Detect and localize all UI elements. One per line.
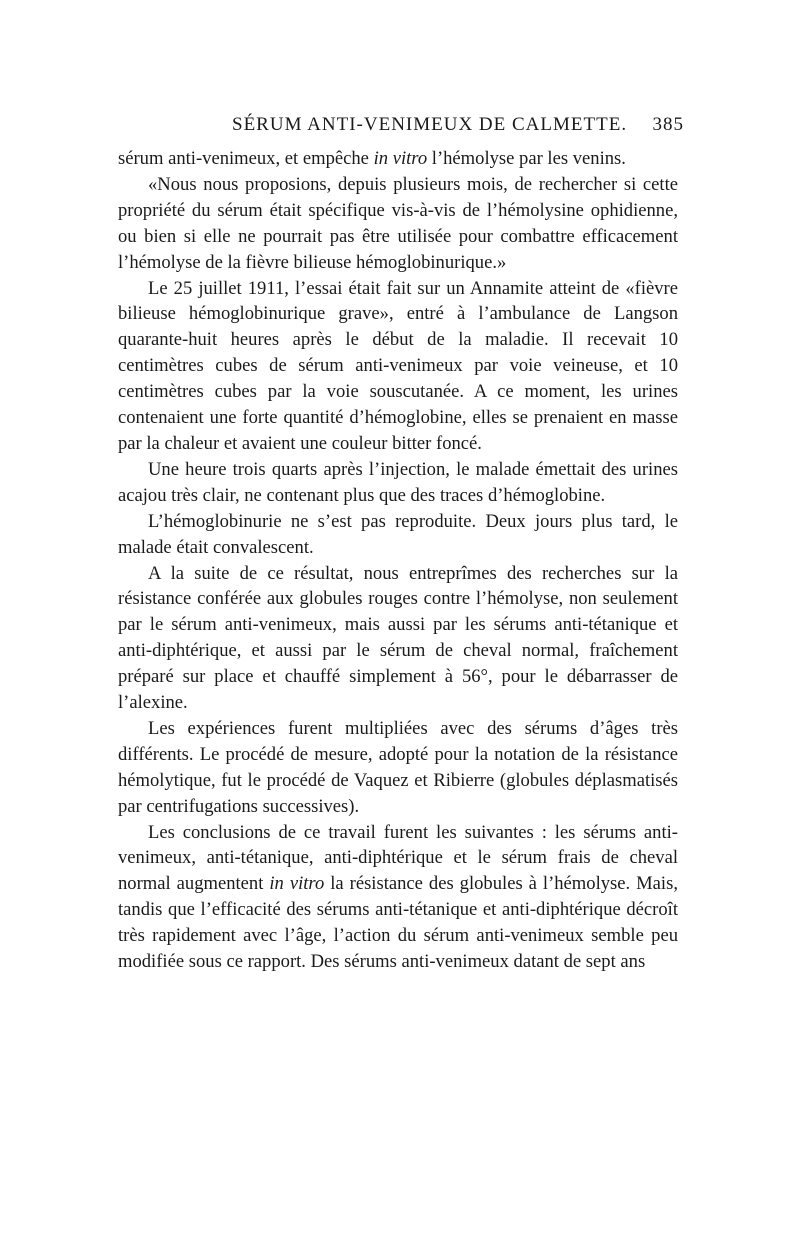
body-text bbox=[118, 146, 678, 975]
paragraph-text: sérum anti-venimeux, et empêche bbox=[118, 148, 374, 169]
running-header bbox=[118, 114, 684, 142]
paragraph bbox=[118, 509, 678, 561]
paragraph-text: Le 25 juillet 1911, l’essai était fait sur un Annamite atteint de «fièvre bilieuse hémoglobinurique grave», entré à l’ambulance de Langson quarante-huit heures après le début de la maladie. Il recevait 10 centimètres cubes de sérum anti-venimeux par voie veineuse, et 10 centimètres cubes par la voie souscutanée. A ce moment, les urines contenaient une forte quantité d’hémoglobine, elles se prenaient en masse par la chaleur et avaient une couleur bitter foncé. bbox=[118, 277, 678, 454]
paragraph bbox=[118, 146, 678, 172]
italic-phrase: in vitro bbox=[269, 873, 325, 895]
paragraph bbox=[118, 716, 678, 820]
paragraph-text: «Nous nous proposions, depuis plusieurs mois, de rechercher si cette propriété du sérum était spécifique vis-à-vis de l’hémolysine ophidienne, ou bien si elle ne pourrait pas être utilisée pour combattre efficacement l’hémolyse de la fièvre bilieuse hémoglobinurique.» bbox=[118, 173, 678, 273]
paragraph bbox=[118, 276, 678, 457]
paragraph-text: l’hémolyse par les venins. bbox=[427, 148, 626, 169]
running-title: SÉRUM ANTI-VENIMEUX DE CALMETTE. bbox=[232, 114, 628, 135]
paragraph bbox=[118, 457, 678, 509]
page-number: 385 bbox=[652, 114, 684, 135]
paragraph bbox=[118, 172, 678, 276]
paragraph-text: Les conclusions de ce travail furent les suivantes : les sérums anti-venimeux, anti-tétanique, anti-diphtérique et le sérum frais de cheval normal augmentent bbox=[118, 821, 678, 895]
paragraph-text: Une heure trois quarts après l’injection, le malade émettait des urines acajou très clair, ne contenant plus que des traces d’hémoglobine. bbox=[118, 458, 678, 506]
paragraph-text: Les expériences furent multipliées avec des sérums d’âges très différents. Le procédé de mesure, adopté pour la notation de la résistance hémolytique, fut le procédé de Vaquez et Ribierre (globules déplasmatisés par centrifugations successives). bbox=[118, 717, 678, 817]
paragraph-text: L’hémoglobinurie ne s’est pas reproduite. Deux jours plus tard, le malade était convalescent. bbox=[118, 510, 678, 558]
paragraph-text: la résistance des globules à l’hémolyse. Mais, tandis que l’efficacité des sérums anti-tétanique et anti-diphtérique décroît très rapidement avec l’âge, l’action du sérum anti-venimeux semble peu modifiée sous ce rapport. Des sérums anti-venimeux datant de sept ans bbox=[118, 873, 678, 973]
paragraph bbox=[118, 561, 678, 716]
paragraph-text: A la suite de ce résultat, nous entreprîmes des recherches sur la résistance conférée aux globules rouges contre l’hémolyse, non seulement par le sérum anti-venimeux, mais aussi par les sérums anti-tétanique et anti-diphtérique, et aussi par le sérum de cheval normal, fraîchement préparé sur place et chauffé simplement à 56°, pour le débarrasser de l’alexine. bbox=[118, 562, 678, 714]
paragraph bbox=[118, 820, 678, 975]
italic-phrase: in vitro bbox=[373, 148, 428, 169]
